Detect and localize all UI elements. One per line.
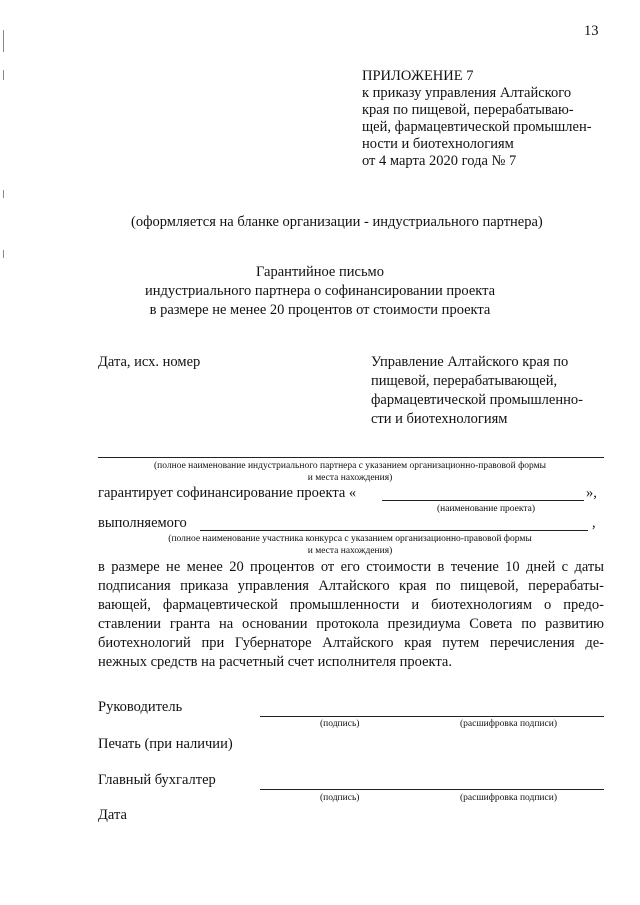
executed-end: , <box>592 515 596 531</box>
head-signature-caption: (подпись) <box>320 719 360 729</box>
scan-edge-mark <box>3 30 4 52</box>
addressee-line: пищевой, перерабатывающей, <box>371 373 558 389</box>
stamp-label: Печать (при наличии) <box>98 736 233 752</box>
appendix-date: от 4 марта 2020 года № 7 <box>362 153 517 169</box>
body-line: в размере не менее 20 процентов от его стоимости в течение 10 дней с даты <box>98 559 604 575</box>
letterhead-note: (оформляется на бланке организации - индустриального партнера) <box>131 214 543 230</box>
title-line: индустриального партнера о софинансировании проекта <box>144 283 496 299</box>
partner-caption: (полное наименование индустриального партнера с указанием организационно-правовой формы <box>154 461 546 471</box>
addressee-line: фармацевтической промышленно- <box>371 392 583 408</box>
title-line: в размере не менее 20 процентов от стоимости проекта <box>149 302 491 318</box>
appendix-line: к приказу управления Алтайского <box>362 85 572 101</box>
addressee-line: Управление Алтайского края по <box>371 354 569 370</box>
project-caption: (наименование проекта) <box>437 504 536 514</box>
title-line: Гарантийное письмо <box>255 264 384 280</box>
partner-name-line <box>98 457 604 458</box>
date-label: Дата <box>98 807 127 823</box>
accountant-signature-caption: (подпись) <box>320 793 360 803</box>
page-number: 13 <box>584 23 599 39</box>
addressee-line: сти и биотехнологиям <box>371 411 508 427</box>
appendix-line: щей, фармацевтической промышлен- <box>362 119 592 135</box>
guarantee-text: гарантирует софинансирование проекта « <box>98 485 357 501</box>
date-number-label: Дата, исх. номер <box>98 354 201 370</box>
accountant-decode-caption: (расшифровка подписи) <box>460 793 557 803</box>
scan-edge-mark <box>3 190 4 198</box>
accountant-label: Главный бухгалтер <box>98 772 216 788</box>
participant-caption: и места нахождения) <box>307 546 393 556</box>
body-line: вающей, фармацевтической промышленности и биотехнологиям о предо- <box>98 597 604 613</box>
body-line: нежных средств на расчетный счет исполнителя проекта. <box>98 654 452 670</box>
head-decode-caption: (расшифровка подписи) <box>460 719 557 729</box>
scan-edge-mark <box>3 70 4 80</box>
participant-caption: (полное наименование участника конкурса с указанием организационно-правовой формы <box>168 534 532 544</box>
body-line: биотехнологий при Губернаторе Алтайского края путем перечисления де- <box>98 635 604 651</box>
executed-label: выполняемого <box>98 515 187 531</box>
appendix-title: ПРИЛОЖЕНИЕ 7 <box>362 68 474 84</box>
body-line: ставлении гранта на основании протокола президиума Совета по развитию <box>98 616 604 632</box>
scan-edge-mark <box>3 250 4 258</box>
accountant-signature-line <box>260 789 604 790</box>
head-signature-line <box>260 716 604 717</box>
partner-caption: и места нахождения) <box>307 473 393 483</box>
head-label: Руководитель <box>98 699 183 715</box>
guarantee-end: », <box>586 485 597 501</box>
participant-name-line <box>200 530 588 531</box>
body-line: подписания приказа управления Алтайского края по пищевой, перерабаты- <box>98 578 604 594</box>
project-name-line <box>382 500 584 501</box>
appendix-line: ности и биотехнологиям <box>362 136 514 152</box>
appendix-line: края по пищевой, перерабатываю- <box>362 102 574 118</box>
